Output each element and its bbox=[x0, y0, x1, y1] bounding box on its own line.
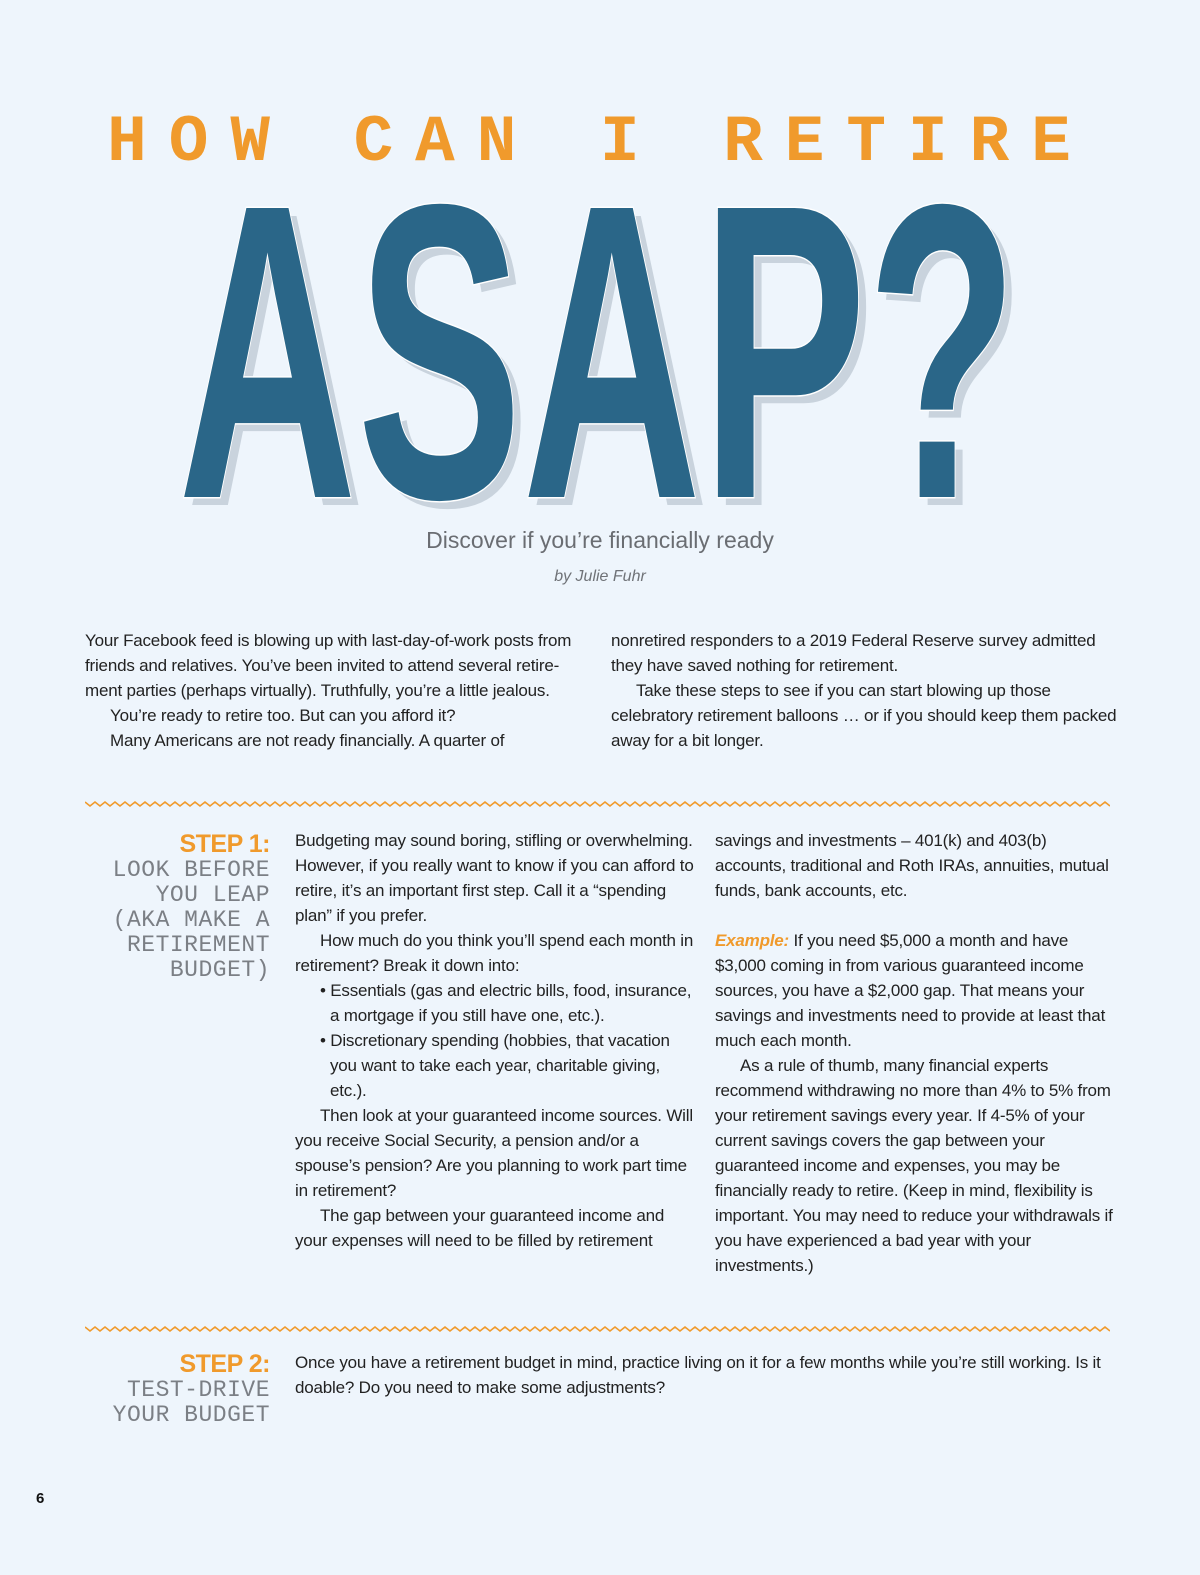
step1-paragraph: As a rule of thumb, many financial experts recommend withdrawing no more than 4% to 5% from your retirement savings every year. If 4-5% of your current savings covers the gap between your guaranteed income and expenses, you may be financially ready to retire. (Keep in mind, flexibility is important. You may need to reduce your withdrawals if you have experienced a bad year with your investments.) bbox=[715, 1056, 1113, 1275]
intro-column-right bbox=[611, 628, 1121, 753]
byline: by Julie Fuhr bbox=[554, 568, 646, 585]
zigzag-divider bbox=[85, 1325, 1110, 1333]
step1-title-line: YOU LEAP bbox=[155, 882, 270, 908]
intro-paragraph: Your Facebook feed is blowing up with last-day-of-work posts from friends and relatives. You’ve been invited to attend several retire- ment parties (perhaps virtually). Truthfully, you’re a little jealous. bbox=[85, 631, 572, 700]
step1-column-b bbox=[715, 828, 1120, 1278]
step2-paragraph: Once you have a retirement budget in mind, practice living on it for a few months while you’re still working. Is it doable? Do you need to make some adjustments? bbox=[295, 1353, 1101, 1397]
step1-paragraph: The gap between your guaranteed income and your expenses will need to be filled by retirement bbox=[295, 1206, 665, 1250]
page-number: 6 bbox=[36, 1490, 45, 1507]
step1-column-a bbox=[295, 828, 695, 1253]
headline-text: ASAP? bbox=[178, 170, 1019, 515]
step1-heading bbox=[70, 830, 270, 983]
step1-paragraph: How much do you think you’ll spend each month in retirement? Break it down into: bbox=[295, 931, 694, 975]
zigzag-divider-graphic bbox=[85, 800, 1110, 808]
step2-number: STEP 2: bbox=[179, 1350, 270, 1378]
zigzag-divider-graphic bbox=[85, 1325, 1110, 1333]
headline-shadow: ASAP? bbox=[186, 170, 1026, 515]
step2-title-line: YOUR BUDGET bbox=[112, 1402, 270, 1428]
intro-paragraph: nonretired responders to a 2019 Federal Reserve survey admitted they have saved nothing for retirement. bbox=[611, 631, 1096, 675]
step2-title-line: TEST-DRIVE bbox=[126, 1377, 270, 1403]
example-text: If you need $5,000 a month and have $3,000 coming in from various guaranteed income sources, you have a $2,000 gap. That means your savings and investments need to provide at least that much each month. bbox=[715, 931, 1106, 1050]
title-kicker: HOW CAN I RETIRE bbox=[107, 105, 1093, 180]
list-item: • Essentials (gas and electric bills, food, insurance, a mortgage if you still have one, etc.). bbox=[320, 981, 692, 1025]
intro-paragraph: Take these steps to see if you can start blowing up those celebratory retirement balloons … or if you should keep them packed away for a bit longer. bbox=[611, 681, 1117, 750]
step1-number: STEP 1: bbox=[179, 830, 270, 858]
intro-column-left bbox=[85, 628, 590, 753]
step2-heading bbox=[70, 1350, 270, 1428]
step1-paragraph: savings and investments – 401(k) and 403(b) accounts, traditional and Roth IRAs, annuities, mutual funds, bank accounts, etc. bbox=[715, 831, 1109, 900]
list-item: • Discretionary spending (hobbies, that vacation you want to take each year, charitable giving, etc.). bbox=[320, 1031, 670, 1100]
step1-title-line: LOOK BEFORE bbox=[112, 857, 270, 883]
subtitle: Discover if you’re financially ready bbox=[426, 527, 774, 553]
intro-paragraph: You’re ready to retire too. But can you afford it? bbox=[110, 706, 456, 725]
intro-paragraph: Many Americans are not ready financially. A quarter of bbox=[110, 731, 505, 750]
step1-paragraph: Budgeting may sound boring, stifling or overwhelming. However, if you really want to know if you can afford to retire, it’s an important first step. Call it a “spending plan” if you prefer. bbox=[295, 831, 694, 925]
example-label: Example: bbox=[715, 931, 789, 950]
headline bbox=[140, 170, 1060, 515]
step1-title-line: (AKA MAKE A bbox=[112, 907, 270, 933]
step1-paragraph: Then look at your guaranteed income sources. Will you receive Social Security, a pension and/or a spouse’s pension? Are you planning to work part time in retirement? bbox=[295, 1106, 693, 1200]
step1-title-line: BUDGET) bbox=[169, 957, 270, 983]
step1-title-line: RETIREMENT bbox=[126, 932, 270, 958]
headline-graphic bbox=[140, 170, 1060, 515]
zigzag-divider bbox=[85, 800, 1110, 808]
example-paragraph bbox=[715, 928, 1120, 1053]
